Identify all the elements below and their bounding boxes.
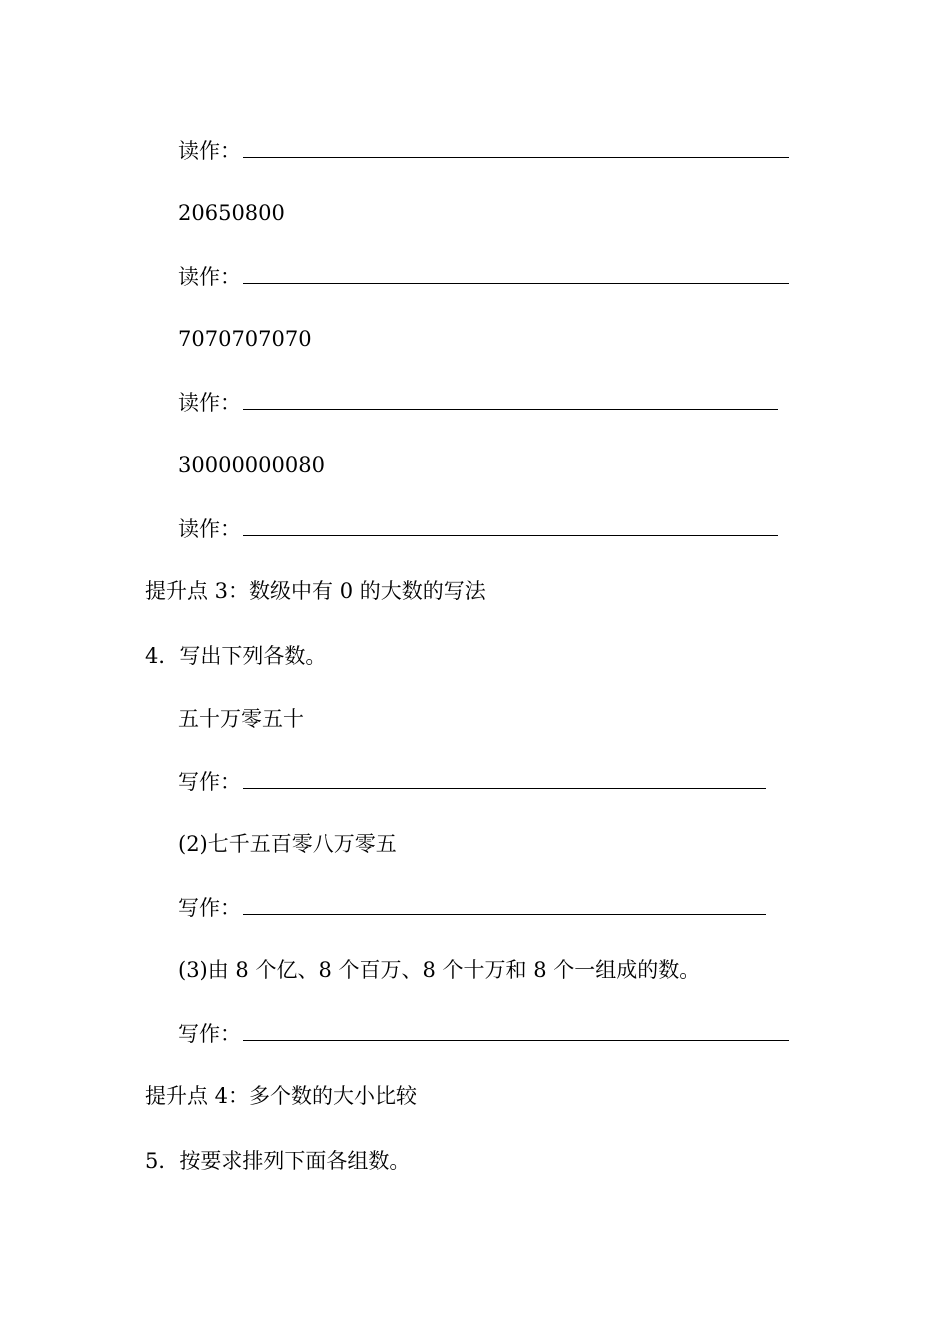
write-answer-line-1 xyxy=(178,768,766,795)
read-answer-line-3 xyxy=(178,389,778,416)
answer-label: 读作： xyxy=(178,517,241,541)
question-4: 4．写出下列各数。 xyxy=(145,644,327,668)
item-1-text: 五十万零五十 xyxy=(178,707,304,731)
answer-label: 写作： xyxy=(178,1022,241,1046)
number-7070707070: 7070707070 xyxy=(178,327,312,351)
section-heading-point-4: 提升点 4：多个数的大小比较 xyxy=(145,1084,418,1108)
answer-blank[interactable] xyxy=(243,515,778,536)
item-3-text: (3)由 8 个亿、8 个百万、8 个十万和 8 个一组成的数。 xyxy=(178,958,701,982)
read-answer-line-4 xyxy=(178,515,778,542)
number-30000000080: 30000000080 xyxy=(178,453,325,477)
section-heading-point-3: 提升点 3：数级中有 0 的大数的写法 xyxy=(145,579,486,603)
answer-label: 读作： xyxy=(178,265,241,289)
write-answer-line-3 xyxy=(178,1020,789,1047)
answer-label: 读作： xyxy=(178,391,241,415)
write-answer-line-2 xyxy=(178,894,766,921)
answer-label: 写作： xyxy=(178,770,241,794)
answer-blank[interactable] xyxy=(243,263,789,284)
read-answer-line-1 xyxy=(178,137,789,164)
answer-blank[interactable] xyxy=(243,768,766,789)
number-20650800: 20650800 xyxy=(178,201,285,225)
item-2-text: (2)七千五百零八万零五 xyxy=(178,832,397,856)
read-answer-line-2 xyxy=(178,263,789,290)
question-5: 5．按要求排列下面各组数。 xyxy=(145,1149,411,1173)
answer-label: 读作： xyxy=(178,139,241,163)
answer-blank[interactable] xyxy=(243,137,789,158)
answer-blank[interactable] xyxy=(243,1020,789,1041)
answer-label: 写作： xyxy=(178,896,241,920)
answer-blank[interactable] xyxy=(243,389,778,410)
answer-blank[interactable] xyxy=(243,894,766,915)
